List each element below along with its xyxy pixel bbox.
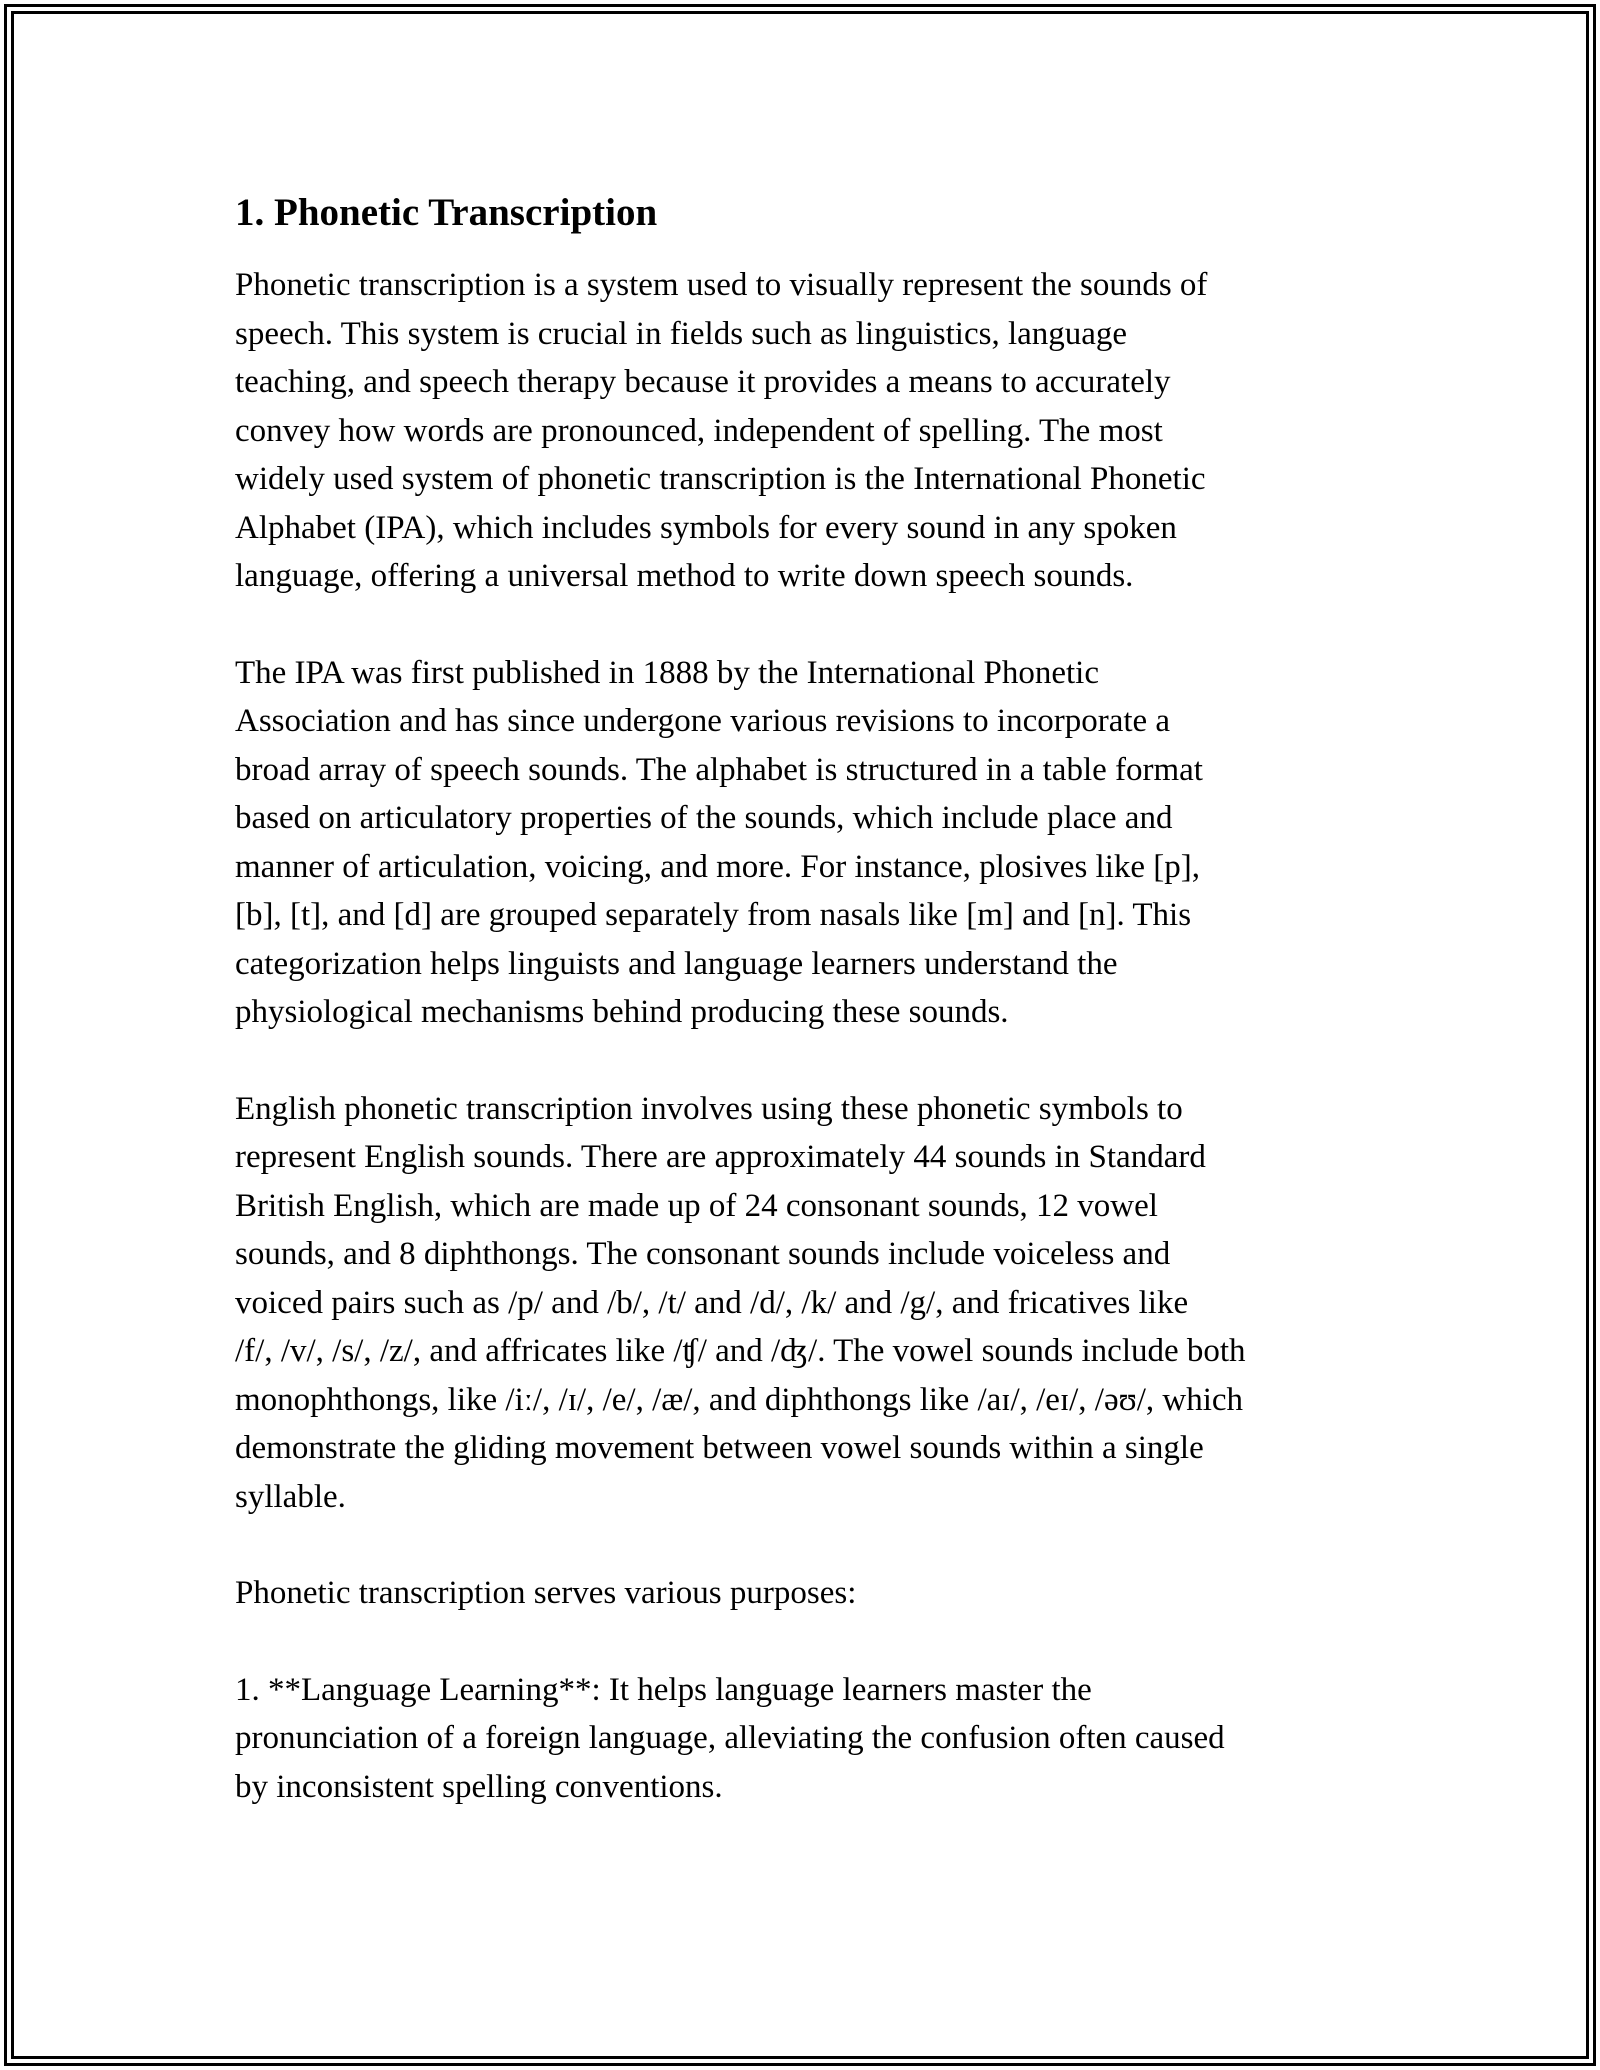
paragraph-english-sounds xyxy=(235,1085,1365,1522)
text-line: physiological mechanisms behind producing these sounds. xyxy=(235,994,1009,1030)
text-line: sounds, and 8 diphthongs. The consonant sounds include voiceless and xyxy=(235,1236,1171,1272)
section-heading: 1. Phonetic Transcription xyxy=(235,191,658,234)
text-line: British English, which are made up of 24 consonant sounds, 12 vowel xyxy=(235,1187,1158,1224)
text-line: demonstrate the gliding movement between vowel sounds within a single xyxy=(235,1430,1204,1466)
paragraph-purposes-intro xyxy=(235,1569,1365,1618)
text-line: based on articulatory properties of the sounds, which include place and xyxy=(235,800,1173,836)
text-line: Phonetic transcription serves various purposes: xyxy=(235,1575,857,1611)
text-line: language, offering a universal method to write down speech sounds. xyxy=(235,558,1134,594)
text-line: teaching, and speech therapy because it provides a means to accurately xyxy=(235,364,1171,400)
text-line: manner of articulation, voicing, and more. For instance, plosives like [p], xyxy=(235,848,1200,885)
text-line: English phonetic transcription involves using these phonetic symbols to xyxy=(235,1090,1183,1127)
paragraph-ipa-history xyxy=(235,649,1365,1037)
text-line: monophthongs, like /iː/, /ɪ/, /e/, /æ/, and diphthongs like /aɪ/, /eɪ/, /əʊ/, which xyxy=(235,1381,1244,1418)
text-line: [b], [t], and [d] are grouped separately from nasals like [m] and [n]. This xyxy=(235,897,1192,933)
text-line: by inconsistent spelling conventions. xyxy=(235,1768,723,1805)
text-line: /f/, /v/, /s/, /z/, and affricates like /ʧ/ and /ʤ/. The vowel sounds include both xyxy=(235,1333,1246,1369)
paragraph-language-learning xyxy=(235,1666,1365,1812)
text-line: syllable. xyxy=(235,1478,346,1515)
text-line: The IPA was first published in 1888 by the International Phonetic xyxy=(235,654,1099,691)
text-line: speech. This system is crucial in fields such as linguistics, language xyxy=(235,315,1128,352)
text-line: convey how words are pronounced, independent of spelling. The most xyxy=(235,412,1163,449)
text-line: Alphabet (IPA), which includes symbols for every sound in any spoken xyxy=(235,509,1177,546)
text-line: Phonetic transcription is a system used to visually represent the sounds of xyxy=(235,267,1208,303)
text-line: pronunciation of a foreign language, alleviating the confusion often caused xyxy=(235,1720,1225,1756)
text-line: represent English sounds. There are approximately 44 sounds in Standard xyxy=(235,1139,1206,1175)
text-line: Association and has since undergone various revisions to incorporate a xyxy=(235,703,1171,739)
paragraph-phonetic-intro xyxy=(235,261,1365,601)
text-line: 1. **Language Learning**: It helps language learners master the xyxy=(235,1671,1092,1708)
text-line: categorization helps linguists and language learners understand the xyxy=(235,945,1118,982)
text-line: voiced pairs such as /p/ and /b/, /t/ and /d/, /k/ and /g/, and fricatives like xyxy=(235,1284,1189,1321)
document-content xyxy=(235,185,1365,1859)
text-line: widely used system of phonetic transcription is the International Phonetic xyxy=(235,461,1206,497)
text-line: broad array of speech sounds. The alphabet is structured in a table format xyxy=(235,751,1203,788)
